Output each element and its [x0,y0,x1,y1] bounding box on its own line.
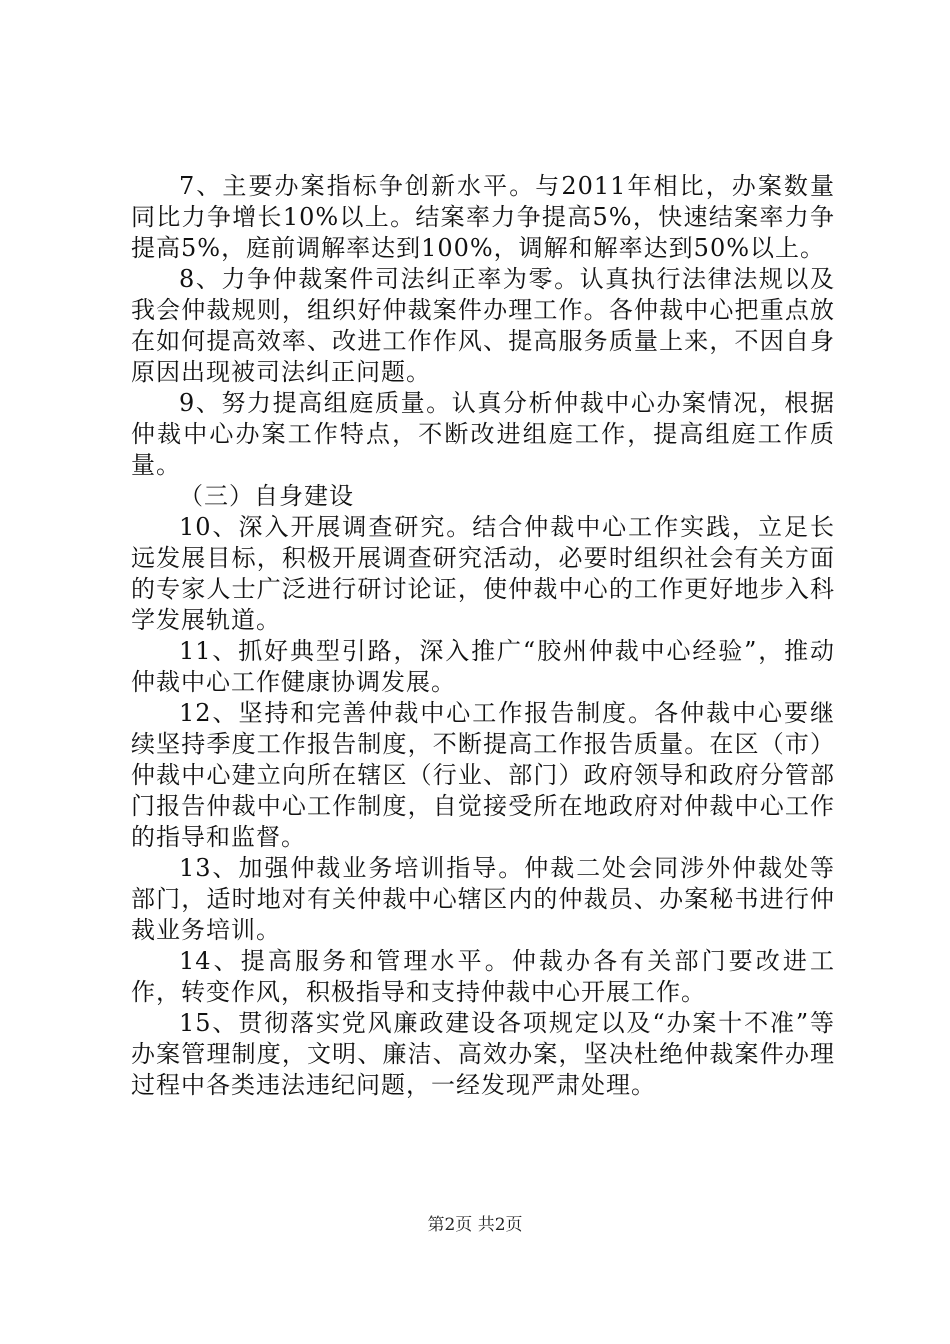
document-body [131,171,835,1101]
paragraph-11: 11、抓好典型引路，深入推广“胶州仲裁中心经验”，推动仲裁中心工作健康协调发展。 [131,637,835,696]
paragraph-12: 12、坚持和完善仲裁中心工作报告制度。各仲裁中心要继续坚持季度工作报告制度，不断提高工作报告质量。在区（市）仲裁中心建立向所在辖区（行业、部门）政府领导和政府分管部门报告仲裁中心工作制度，自觉接受所在地政府对仲裁中心工作的指导和监督。 [131,699,835,851]
paragraph-15: 15、贯彻落实党风廉政建设各项规定以及“办案十不准”等办案管理制度，文明、廉洁、高效办案，坚决杜绝仲裁案件办理过程中各类违法违纪问题，一经发现严肃处理。 [131,1009,835,1099]
paragraph-7: 7、主要办案指标争创新水平。与2011年相比，办案数量同比力争增长10%以上。结案率力争提高5%，快速结案率力争提高5%，庭前调解率达到100%，调解和解率达到50%以上。 [131,172,835,262]
section-heading: （三）自身建设 [179,482,354,510]
paragraph-10: 10、深入开展调查研究。结合仲裁中心工作实践，立足长远发展目标，积极开展调查研究活动，必要时组织社会有关方面的专家人士广泛进行研讨论证，使仲裁中心的工作更好地步入科学发展轨道。 [131,513,835,634]
page-footer: 第2页 共2页 [427,1215,523,1235]
paragraph-13: 13、加强仲裁业务培训指导。仲裁二处会同涉外仲裁处等部门，适时地对有关仲裁中心辖区内的仲裁员、办案秘书进行仲裁业务培训。 [131,854,835,944]
paragraph-9: 9、努力提高组庭质量。认真分析仲裁中心办案情况，根据仲裁中心办案工作特点，不断改进组庭工作，提高组庭工作质量。 [131,389,835,479]
paragraph-14: 14、提高服务和管理水平。仲裁办各有关部门要改进工作，转变作风，积极指导和支持仲裁中心开展工作。 [131,947,835,1006]
paragraph-8: 8、力争仲裁案件司法纠正率为零。认真执行法律法规以及我会仲裁规则，组织好仲裁案件办理工作。各仲裁中心把重点放在如何提高效率、改进工作作风、提高服务质量上来，不因自身原因出现被司法纠正问题。 [131,265,835,386]
